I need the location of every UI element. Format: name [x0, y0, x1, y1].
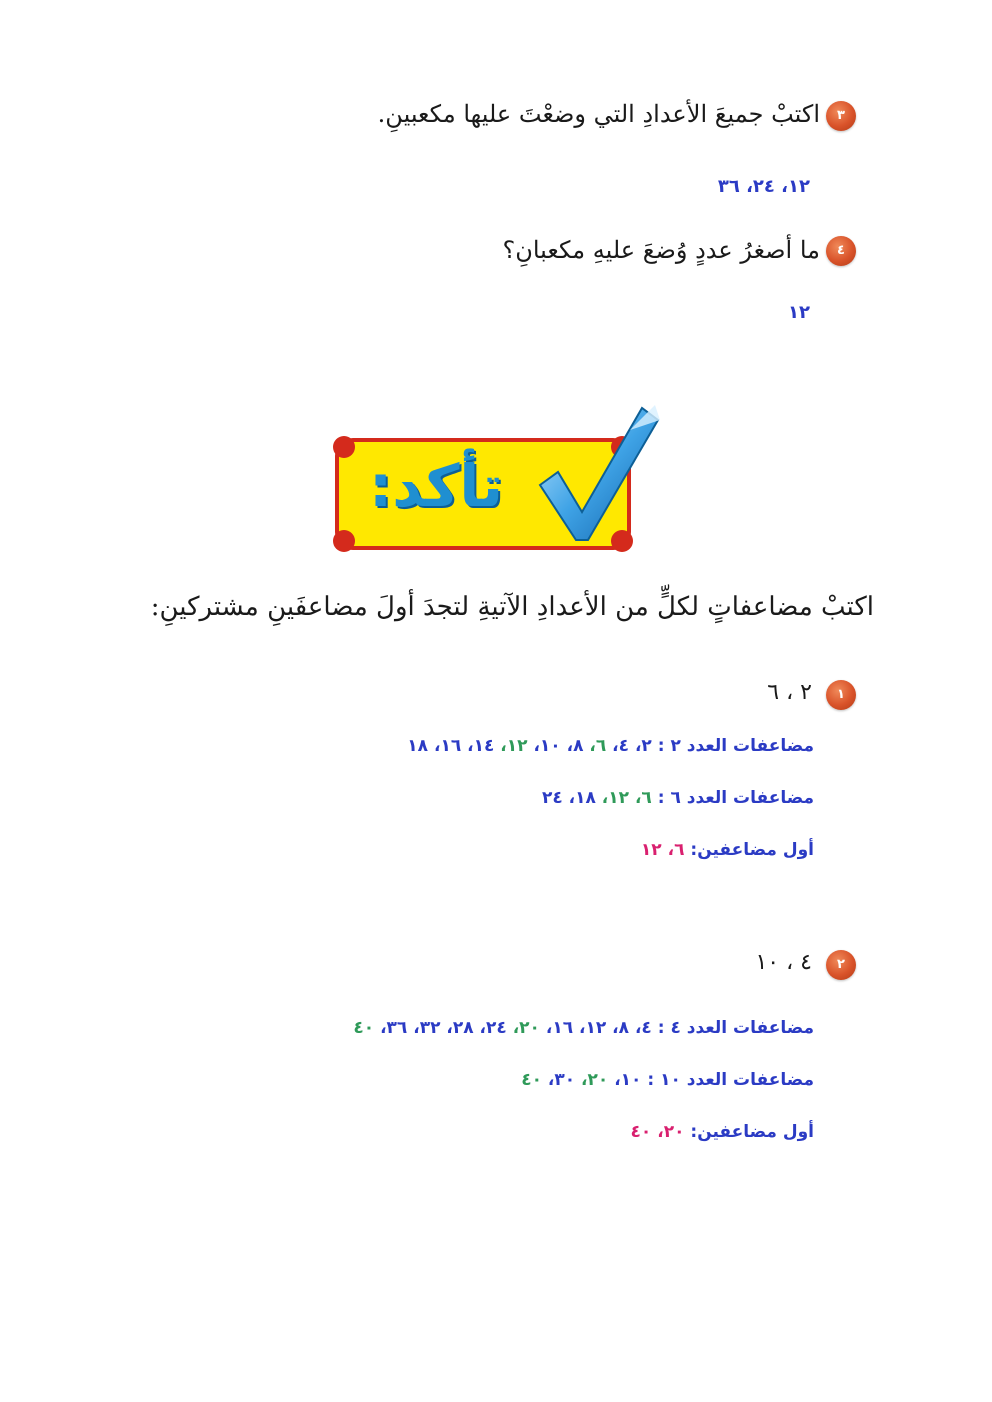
multiple-value: ٢، [634, 736, 652, 756]
checkmark-icon [530, 400, 665, 550]
result-label: أول مضاعفين: [690, 1122, 814, 1142]
multiple-value: ٢٤ [541, 788, 563, 808]
multiple-value: ١٠، [614, 1070, 642, 1090]
multiple-value: ١٨ [407, 736, 429, 756]
exercise-number-badge: ١ [826, 680, 856, 710]
multiple-value: ١٦، [433, 736, 462, 756]
instruction-text: اكتبْ مضاعفاتٍ لكلٍّ من الأعدادِ الآتيةِ لتجدَ أولَ مضاعفَينِ مشتركينِ: [150, 592, 874, 622]
multiples-label: مضاعفات العدد ١٠ : [647, 1070, 814, 1090]
multiple-value: ١٠، [533, 736, 561, 756]
multiple-value: ٢٨، [446, 1018, 474, 1038]
multiple-value-common: ١٢، [500, 736, 528, 756]
exercise-pair: ٢ ، ٦ [767, 680, 812, 705]
question-text: ما أصغرُ عددٍ وُضعَ عليهِ مكعبانِ؟ [502, 236, 820, 264]
question-number-badge: ٣ [826, 101, 856, 131]
multiple-value: ١٢، [579, 1018, 607, 1038]
exercise-pair: ٤ ، ١٠ [755, 950, 812, 975]
question-number-badge: ٤ [826, 236, 856, 266]
banner-title: تأكد: [369, 452, 503, 520]
multiple-value-common: ٢٠، [512, 1018, 540, 1038]
result-row [631, 1122, 814, 1142]
result-label: أول مضاعفين: [690, 840, 814, 860]
multiple-value-common: ١٢، [601, 788, 630, 808]
multiple-value-common: ٦، [634, 788, 652, 808]
multiple-value: ٤، [634, 1018, 652, 1038]
multiple-value: ٤، [612, 736, 630, 756]
multiples-label: مضاعفات العدد ٤ : [657, 1018, 814, 1038]
banner-corner [333, 530, 355, 552]
multiple-value: ١٨، [568, 788, 596, 808]
multiples-row [407, 736, 814, 756]
multiples-label: مضاعفات العدد ٦ : [657, 788, 814, 808]
banner-corner [333, 436, 355, 458]
multiple-value-common: ٤٠ [521, 1070, 542, 1090]
exercise-number-badge: ٢ [826, 950, 856, 980]
multiple-value-common: ٦، [589, 736, 607, 756]
multiple-value: ٨، [612, 1018, 630, 1038]
multiples-label: مضاعفات العدد ٢ : [657, 736, 814, 756]
result-row [641, 840, 814, 860]
multiples-row [542, 788, 814, 808]
result-value: ٢٠، ٤٠ [630, 1122, 685, 1142]
multiple-value: ٣٠، [547, 1070, 576, 1090]
multiple-value: ١٦، [545, 1018, 574, 1038]
multiple-value: ٢٤، [479, 1018, 507, 1038]
question-text: اكتبْ جميعَ الأعدادِ التي وضعْتَ عليها مكعبينِ. [377, 100, 820, 128]
multiples-row [353, 1018, 814, 1038]
multiple-value-common: ٢٠، [581, 1070, 609, 1090]
multiple-value: ٨، [566, 736, 584, 756]
multiple-value-common: ٤٠ [353, 1018, 375, 1038]
multiples-row [521, 1070, 814, 1090]
multiple-value: ٣٦، [380, 1018, 408, 1038]
question-answer: ١٢ [788, 302, 810, 323]
result-value: ٦، ١٢ [640, 840, 685, 860]
question-answer: ١٢، ٢٤، ٣٦ [717, 176, 810, 197]
multiple-value: ٣٢، [413, 1018, 441, 1038]
multiple-value: ١٤، [467, 736, 495, 756]
